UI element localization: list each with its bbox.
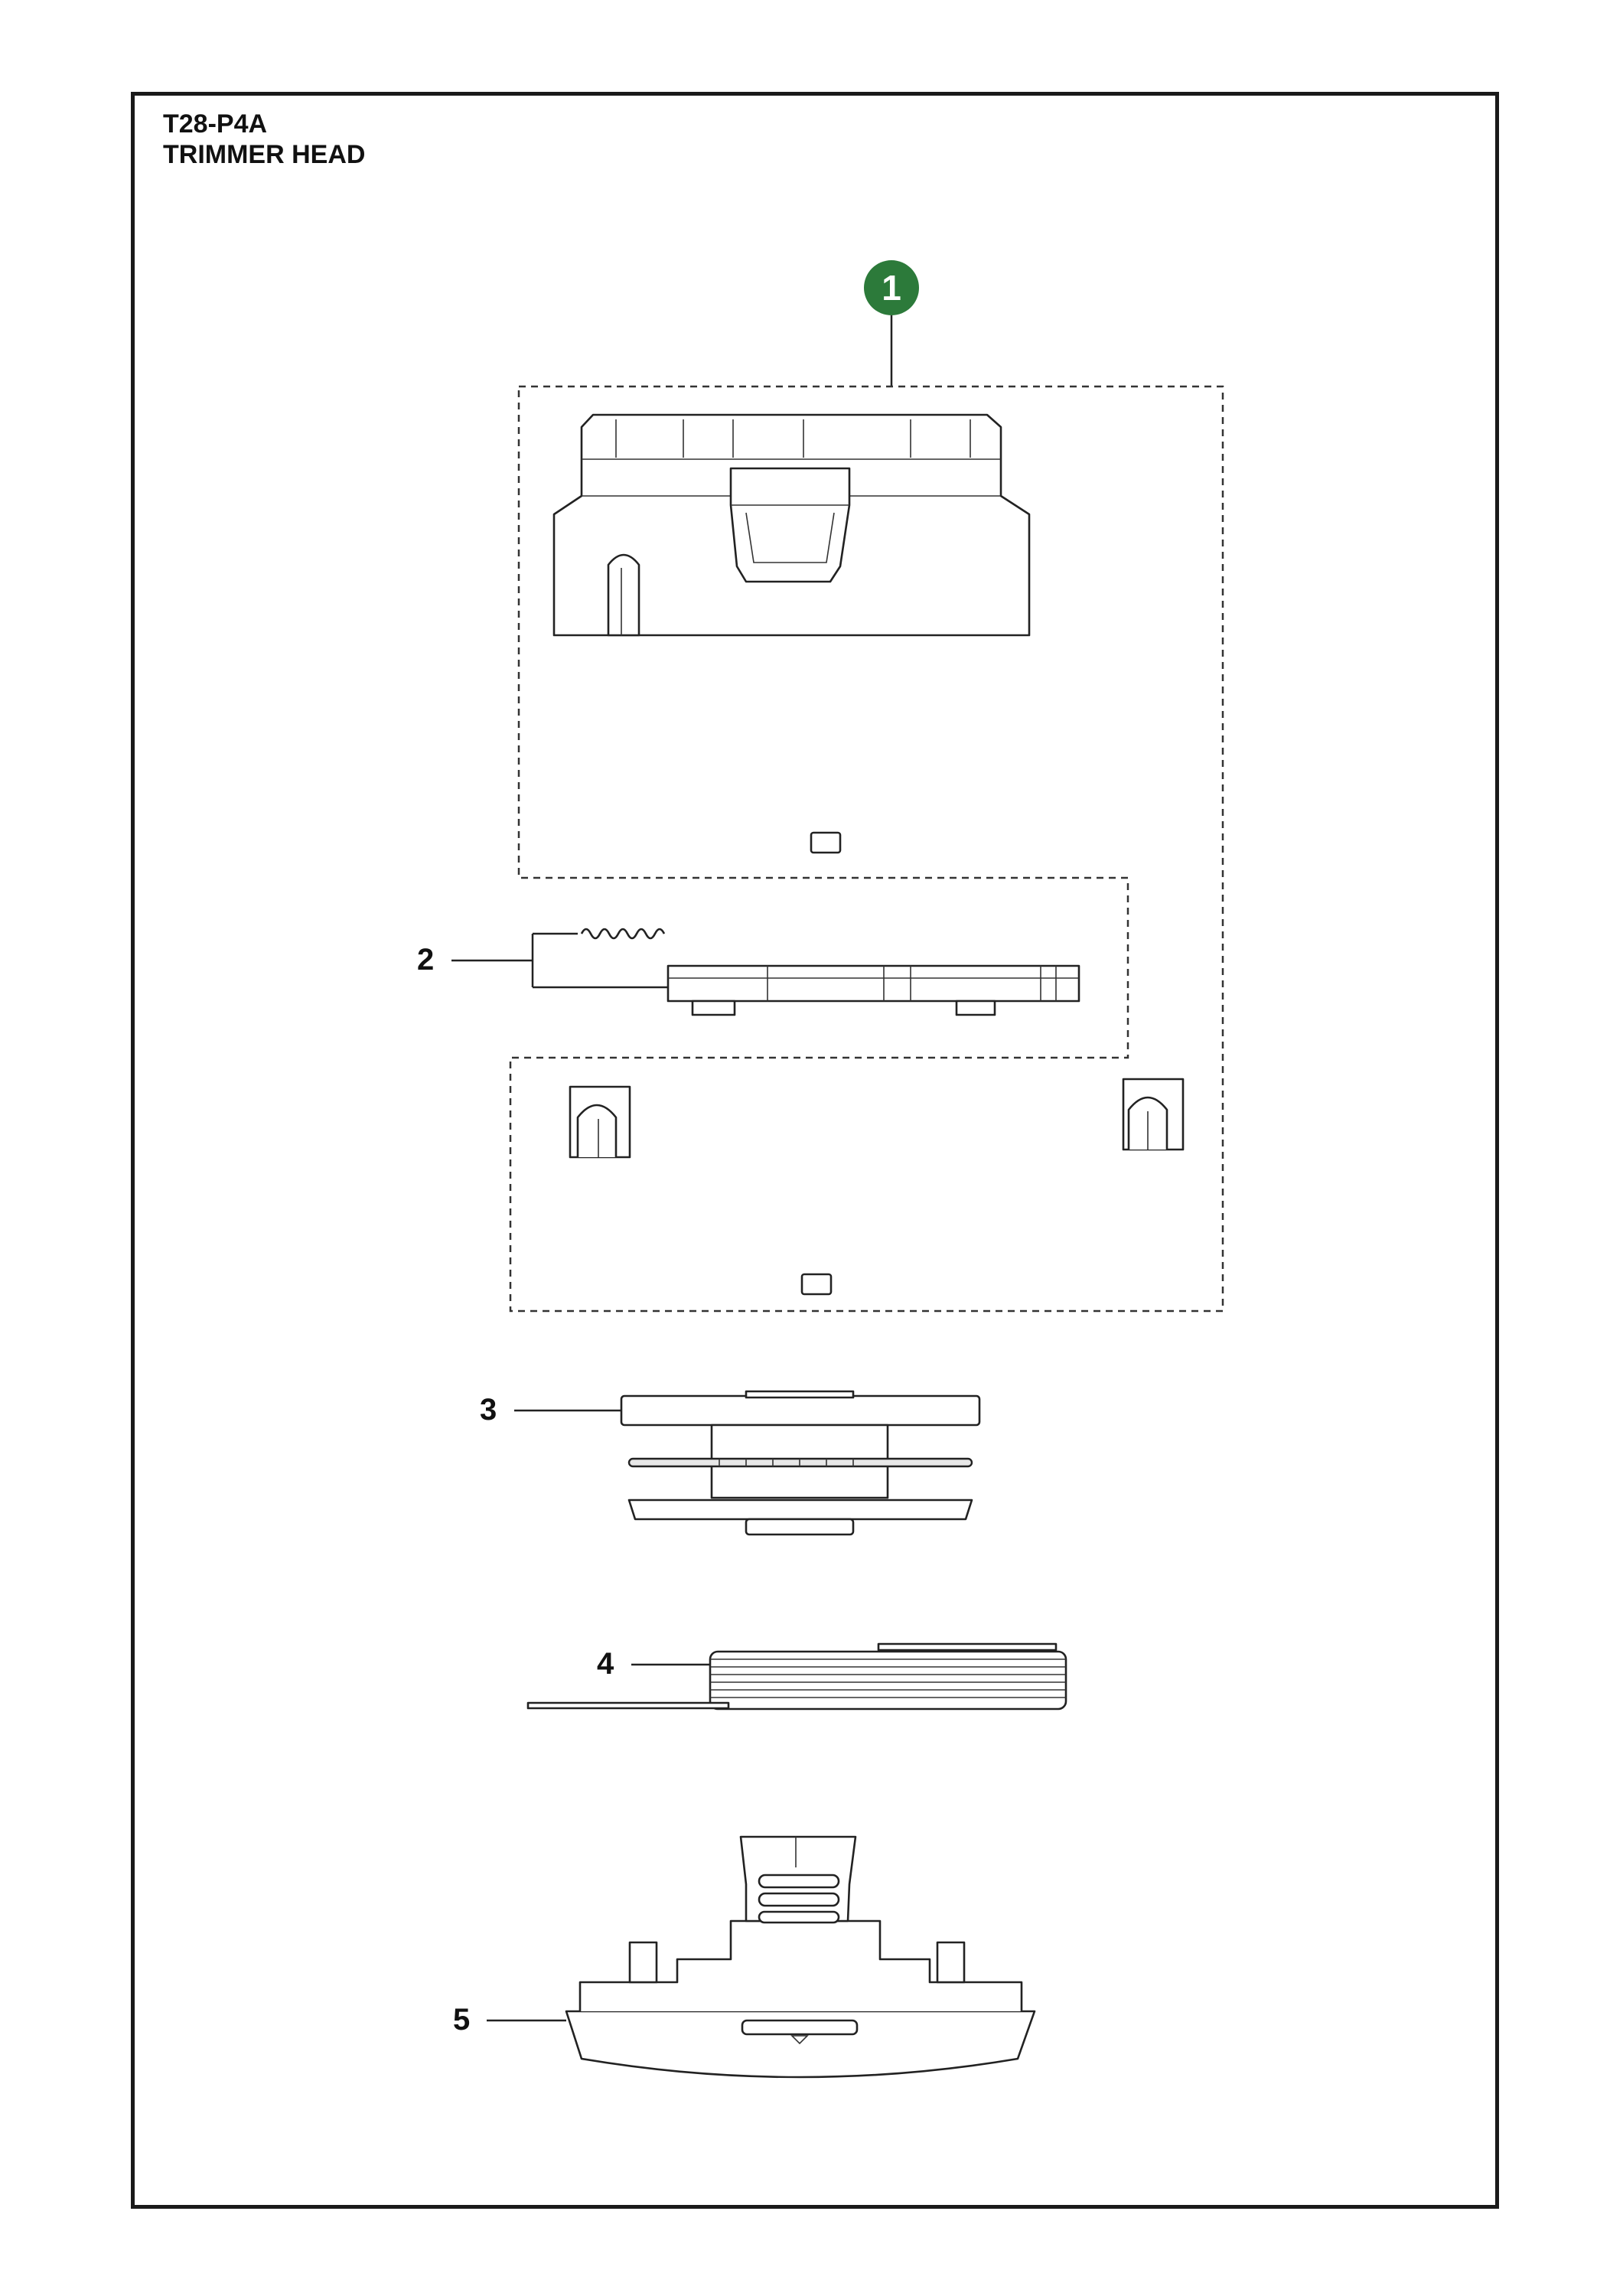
lower-housing-details [570, 1079, 1183, 1294]
part-5-base [566, 1837, 1035, 2077]
callout-2-label: 2 [417, 943, 435, 977]
callout-3-label: 3 [480, 1393, 497, 1427]
part-3-spool [621, 1391, 979, 1534]
callout-4-label: 4 [597, 1647, 614, 1681]
callout-2-leader [451, 934, 668, 987]
part-2-spring-button [582, 929, 1079, 1015]
model-code: T28-P4A [163, 109, 268, 139]
callout-5-label: 5 [453, 2003, 471, 2037]
assembly-name: TRIMMER HEAD [163, 140, 366, 169]
part-1-cover [554, 415, 1029, 853]
callout-1-badge: 1 [864, 260, 919, 315]
